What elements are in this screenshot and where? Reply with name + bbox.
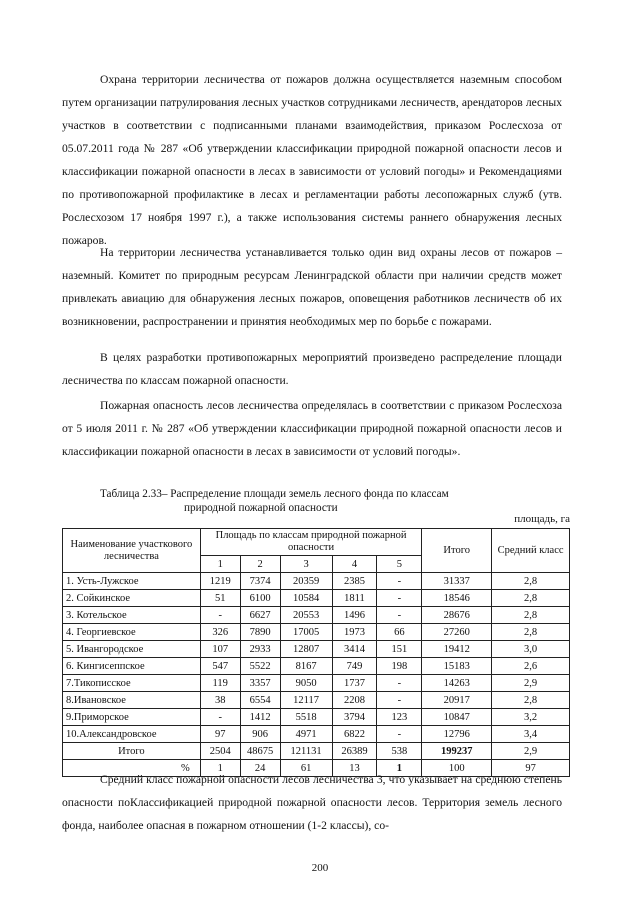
cell-class-1: 119 (200, 675, 240, 692)
cell-class-3: 17005 (280, 624, 332, 641)
cell-avg-class: 2,8 (492, 607, 570, 624)
cell-class-2: 7374 (240, 573, 280, 590)
header-avg-class: Средний класс (492, 529, 570, 573)
cell-class-2: 7890 (240, 624, 280, 641)
cell-class-5: 198 (377, 658, 422, 675)
cell-avg-class: 3,4 (492, 726, 570, 743)
paragraph-text: На территории лесничества устанавливается только один вид охраны лесов от пожаров – наземный. Комитет по природным ресурсам Ленинградской области при наличии средств может привлекать авиацию для обнаружения лесных пожаров, оповещения работников лесничеств об их возникновении, распространении и принятия необходимых мер по борьбе с пожарами. (62, 246, 562, 328)
paragraph-text: Пожарная опасность лесов лесничества определялась в соответствии с приказом Рослесхоза от 5 июля 2011 г. № 287 «Об утверждении классификации природной пожарной опасности лесов и классификации пожарной опасности в лесах в зависимости от условий погоды». (62, 399, 562, 458)
cell-avg-class: 2,8 (492, 624, 570, 641)
cell-total: 31337 (422, 573, 492, 590)
cell-class-5: 1 (377, 760, 422, 777)
cell-class-3: 8167 (280, 658, 332, 675)
paragraph-text: Средний класс пожарной опасности лесов лесничества 3, что указывает на среднюю степень опасности поКлассификацией природной пожарной опасности лесов. Территория земель лесного фонда, наиболее опасная в пожарном отношении (1-2 классы), со- (62, 773, 562, 832)
cell-class-4: 6822 (332, 726, 377, 743)
cell-class-1: 326 (200, 624, 240, 641)
cell-avg-class: 3,0 (492, 641, 570, 658)
header-area-group: Площадь по классам природной пожарной опасности (200, 529, 422, 556)
cell-class-5: 151 (377, 641, 422, 658)
header-class-3: 3 (280, 556, 332, 573)
cell-total: 100 (422, 760, 492, 777)
cell-class-4: 1973 (332, 624, 377, 641)
cell-name: 7.Тикописское (63, 675, 201, 692)
cell-name: 2. Сойкинское (63, 590, 201, 607)
cell-class-5: - (377, 590, 422, 607)
cell-class-2: 5522 (240, 658, 280, 675)
table-row (63, 726, 570, 743)
cell-name: 3. Котельское (63, 607, 201, 624)
cell-class-5: 66 (377, 624, 422, 641)
table-row (63, 573, 570, 590)
cell-avg-class: 2,9 (492, 675, 570, 692)
cell-avg-class: 3,2 (492, 709, 570, 726)
cell-class-1: 97 (200, 726, 240, 743)
cell-class-2: 24 (240, 760, 280, 777)
fire-danger-table (62, 528, 570, 777)
paragraph-text: В целях разработки противопожарных мероприятий произведено распределение площади лесничества по классам пожарной опасности. (62, 351, 562, 387)
cell-name: 6. Кингисеппское (63, 658, 201, 675)
paragraph-distribution (62, 346, 562, 392)
cell-class-1: 547 (200, 658, 240, 675)
cell-class-4: 13 (332, 760, 377, 777)
cell-total: 18546 (422, 590, 492, 607)
cell-class-1: 1219 (200, 573, 240, 590)
cell-total: 19412 (422, 641, 492, 658)
cell-class-5: 123 (377, 709, 422, 726)
cell-class-3: 5518 (280, 709, 332, 726)
cell-class-2: 906 (240, 726, 280, 743)
cell-class-1: 38 (200, 692, 240, 709)
header-class-2: 2 (240, 556, 280, 573)
header-class-5: 5 (377, 556, 422, 573)
table-row (63, 658, 570, 675)
cell-class-3: 4971 (280, 726, 332, 743)
cell-class-2: 1412 (240, 709, 280, 726)
cell-class-5: 538 (377, 743, 422, 760)
cell-avg-class: 2,9 (492, 743, 570, 760)
table-header-row (63, 529, 570, 556)
cell-class-2: 6100 (240, 590, 280, 607)
cell-class-5: - (377, 607, 422, 624)
header-name: Наименование участкового лесничества (63, 529, 201, 573)
cell-name: 10.Александровское (63, 726, 201, 743)
cell-class-1: 107 (200, 641, 240, 658)
cell-class-1: - (200, 607, 240, 624)
cell-class-2: 48675 (240, 743, 280, 760)
cell-class-2: 6554 (240, 692, 280, 709)
cell-avg-class: 97 (492, 760, 570, 777)
paragraph-protection-type (62, 241, 562, 333)
cell-class-4: 1737 (332, 675, 377, 692)
table-row (63, 607, 570, 624)
cell-avg-class: 2,8 (492, 590, 570, 607)
cell-class-5: - (377, 675, 422, 692)
table-row (63, 590, 570, 607)
cell-class-4: 3794 (332, 709, 377, 726)
cell-total: 10847 (422, 709, 492, 726)
cell-name: 9.Приморское (63, 709, 201, 726)
cell-class-3: 9050 (280, 675, 332, 692)
header-total: Итого (422, 529, 492, 573)
table-row (63, 641, 570, 658)
cell-class-5: - (377, 726, 422, 743)
cell-class-4: 26389 (332, 743, 377, 760)
cell-class-5: - (377, 573, 422, 590)
cell-name: 1. Усть-Лужское (63, 573, 201, 590)
cell-class-4: 1811 (332, 590, 377, 607)
cell-class-3: 10584 (280, 590, 332, 607)
cell-class-4: 1496 (332, 607, 377, 624)
table-row (63, 709, 570, 726)
cell-class-2: 6627 (240, 607, 280, 624)
cell-total: 28676 (422, 607, 492, 624)
cell-class-4: 2385 (332, 573, 377, 590)
header-class-1: 1 (200, 556, 240, 573)
paragraph-fire-danger-definition (62, 394, 562, 463)
cell-total: 20917 (422, 692, 492, 709)
cell-class-2: 2933 (240, 641, 280, 658)
cell-class-1: 2504 (200, 743, 240, 760)
cell-avg-class: 2,8 (492, 573, 570, 590)
table-row (63, 624, 570, 641)
cell-class-3: 61 (280, 760, 332, 777)
paragraph-text: Охрана территории лесничества от пожаров должна осуществляется наземным способом путем организации патрулирования лесных участков сотрудниками лесничеств, арендаторов лесных участков в соответствии с подписанными планами взаимодействия, приказом Рослесхоза от 05.07.2011 года № 287 «Об утверждении классификации природной пожарной опасности лесов и классификации пожарной опасности в лесах в зависимости от условий погоды» и Рекомендациями по противопожарной профилактике в лесах и регламентации работы лесопожарных служб (утв. Рослесхозом 17 ноября 1997 г.), а также использования системы раннего обнаружения лесных пожаров. (62, 73, 562, 247)
cell-name: Итого (63, 743, 201, 760)
cell-name: 4. Георгиевское (63, 624, 201, 641)
paragraph-average-class (62, 768, 562, 837)
cell-class-3: 12117 (280, 692, 332, 709)
header-class-4: 4 (332, 556, 377, 573)
cell-class-4: 3414 (332, 641, 377, 658)
cell-name: 8.Ивановское (63, 692, 201, 709)
cell-name: 5. Ивангородское (63, 641, 201, 658)
table-caption-line2: природной пожарной опасности (184, 502, 338, 514)
table-row (63, 675, 570, 692)
cell-class-1: 51 (200, 590, 240, 607)
page-number: 200 (311, 862, 329, 874)
table-row (63, 692, 570, 709)
cell-total: 12796 (422, 726, 492, 743)
cell-avg-class: 2,8 (492, 692, 570, 709)
cell-total: 27260 (422, 624, 492, 641)
cell-total: 14263 (422, 675, 492, 692)
cell-total: 15183 (422, 658, 492, 675)
table-unit: площадь, га (514, 513, 570, 525)
paragraph-fire-protection (62, 68, 562, 252)
cell-class-5: - (377, 692, 422, 709)
table-caption-line1: Таблица 2.33– Распределение площади земель лесного фонда по классам (100, 488, 449, 500)
cell-class-3: 12807 (280, 641, 332, 658)
cell-name: % (63, 760, 201, 777)
cell-class-4: 749 (332, 658, 377, 675)
table-caption (100, 487, 560, 515)
cell-class-2: 3357 (240, 675, 280, 692)
cell-class-4: 2208 (332, 692, 377, 709)
cell-class-3: 121131 (280, 743, 332, 760)
cell-avg-class: 2,6 (492, 658, 570, 675)
table-row (63, 743, 570, 760)
cell-total: 199237 (422, 743, 492, 760)
cell-class-1: - (200, 709, 240, 726)
cell-class-3: 20359 (280, 573, 332, 590)
cell-class-3: 20553 (280, 607, 332, 624)
cell-class-1: 1 (200, 760, 240, 777)
